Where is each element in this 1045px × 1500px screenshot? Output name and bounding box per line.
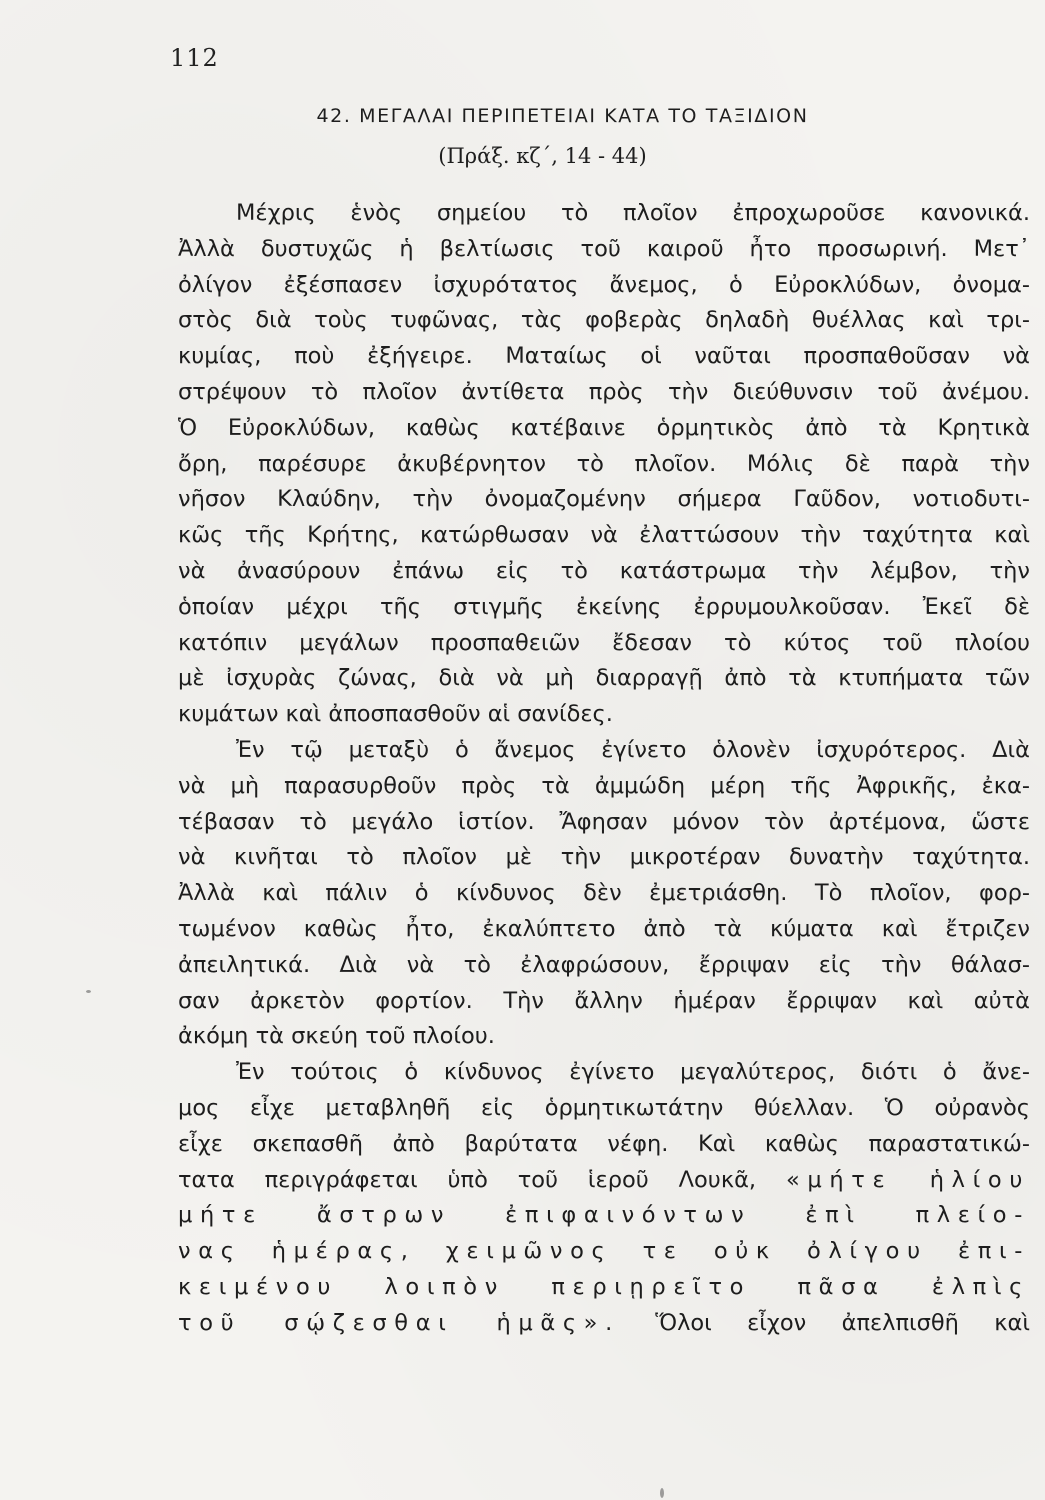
- text-segment: τατα περιγράφεται ὑπὸ τοῦ ἱεροῦ Λουκᾶ,: [178, 1166, 757, 1193]
- text-line: ἀπειλητικά. Διὰ νὰ τὸ ἐλαφρώσουν, ἔρριψαν εἰς τὴν θάλασ-: [178, 951, 1030, 978]
- text-line: μος εἶχε μεταβληθῆ εἰς ὁρμητικωτάτην θύελλαν. Ὁ οὐρανὸς: [178, 1094, 1030, 1121]
- text-line: τωμένον καθὼς ἦτο, ἐκαλύπτετο ἀπὸ τὰ κύματα καὶ ἔτριζεν: [178, 915, 1030, 942]
- text-line: νὰ μὴ παρασυρθοῦν πρὸς τὰ ἀμμώδη μέρη τῆς Ἀφρικῆς, ἐκα-: [178, 772, 1030, 799]
- text-line: Ἀλλὰ δυστυχῶς ἡ βελτίωσις τοῦ καιροῦ ἦτο προσωρινή. Μετ᾽: [178, 235, 1030, 262]
- text-line: Μέχρις ἑνὸς σημείου τὸ πλοῖον ἐπροχωροῦσε κανονικά.: [236, 200, 1030, 226]
- text-line: Ἐν τῷ μεταξὺ ὁ ἄνεμος ἐγίνετο ὁλονὲν ἰσχυρότερος. Διὰ: [236, 736, 1030, 763]
- text-line: κῶς τῆς Κρήτης, κατώρθωσαν νὰ ἐλαττώσουν τὴν ταχύτητα καὶ: [178, 522, 1030, 549]
- ink-speck: [660, 1488, 664, 1498]
- text-line: κυμάτων καὶ ἀποσπασθοῦν αἱ σανίδες.: [178, 701, 613, 728]
- quotation-line: κειμένου λοιπὸν περιῃρεῖτο πᾶσα ἐλπὶς: [178, 1273, 1030, 1300]
- text-line: Ὁ Εὐροκλύδων, καθὼς κατέβαινε ὁρμητικὸς ἀπὸ τὰ Κρητικὰ: [178, 414, 1030, 441]
- text-line: νῆσον Κλαύδην, τὴν ὀνομαζομένην σήμερα Γαῦδον, νοτιοδυτι-: [178, 486, 1030, 513]
- text-line: Ἐν τούτοις ὁ κίνδυνος ἐγίνετο μεγαλύτερος, διότι ὁ ἄνε-: [236, 1059, 1030, 1086]
- quotation-line: μήτε ἄστρων ἐπιφαινόντων ἐπὶ πλείο-: [178, 1202, 1030, 1229]
- text-line: μὲ ἰσχυρὰς ζώνας, διὰ νὰ μὴ διαρραγῇ ἀπὸ τὰ κτυπήματα τῶν: [178, 665, 1030, 692]
- page-number: 112: [170, 44, 219, 72]
- text-line: ὁποίαν μέχρι τῆς στιγμῆς ἐκείνης ἐρρυμουλκοῦσαν. Ἐκεῖ δὲ: [178, 593, 1030, 620]
- text-line: Ἀλλὰ καὶ πάλιν ὁ κίνδυνος δὲν ἐμετριάσθη. Τὸ πλοῖον, φορ-: [178, 880, 1030, 907]
- quotation-end: τοῦ σῴζεσθαι ἡμᾶς».: [178, 1309, 620, 1336]
- text-line: κυμίας, ποὺ ἐξήγειρε. Ματαίως οἱ ναῦται προσπαθοῦσαν νὰ: [178, 343, 1030, 370]
- text-line: τέβασαν τὸ μεγάλο ἱστίον. Ἄφησαν μόνον τὸν ἀρτέμονα, ὥστε: [178, 808, 1030, 835]
- text-line: στρέψουν τὸ πλοῖον ἀντίθετα πρὸς τὴν διεύθυνσιν τοῦ ἀνέμου.: [178, 378, 1030, 405]
- text-line: νὰ κινῆται τὸ πλοῖον μὲ τὴν μικροτέραν δυνατὴν ταχύτητα.: [178, 844, 1030, 871]
- quotation-start: «μήτε ἡλίου: [785, 1166, 1030, 1193]
- text-segment: Ὅλοι εἶχον ἀπελπισθῆ καὶ: [655, 1309, 1030, 1336]
- text-line: σαν ἀρκετὸν φορτίον. Τὴν ἄλλην ἡμέραν ἔρριψαν καὶ αὐτὰ: [178, 987, 1030, 1014]
- chapter-title: 42. ΜΕΓΑΛΑΙ ΠΕΡΙΠΕΤΕΙΑΙ ΚΑΤΑ ΤΟ ΤΑΞΙΔΙΟΝ: [316, 105, 809, 127]
- text-line: στὸς διὰ τοὺς τυφῶνας, τὰς φοβερὰς δηλαδὴ θυέλλας καὶ τρι-: [178, 307, 1030, 334]
- text-line: ὄρη, παρέσυρε ἀκυβέρνητον τὸ πλοῖον. Μόλις δὲ παρὰ τὴν: [178, 450, 1030, 477]
- text-line: νὰ ἀνασύρουν ἐπάνω εἰς τὸ κατάστρωμα τὴν λέμβον, τὴν: [178, 557, 1030, 584]
- text-line: ὀλίγον ἐξέσπασεν ἰσχυρότατος ἄνεμος, ὁ Εὐροκλύδων, ὀνομα-: [178, 271, 1030, 298]
- scripture-reference: (Πράξ. κζ΄, 14 - 44): [438, 144, 647, 168]
- ink-speck: [86, 990, 91, 993]
- text-line: [178, 1163, 1030, 1199]
- text-line: κατόπιν μεγάλων προσπαθειῶν ἔδεσαν τὸ κύτος τοῦ πλοίου: [178, 629, 1030, 656]
- quotation-line: νας ἡμέρας, χειμῶνος τε οὐκ ὀλίγου ἐπι-: [178, 1238, 1030, 1265]
- body-text: [178, 196, 1030, 1342]
- text-line: ἀκόμη τὰ σκεύη τοῦ πλοίου.: [178, 1023, 495, 1050]
- text-line: [178, 1306, 1030, 1342]
- text-line: εἶχε σκεπασθῆ ἀπὸ βαρύτατα νέφη. Καὶ καθὼς παραστατικώ-: [178, 1130, 1030, 1157]
